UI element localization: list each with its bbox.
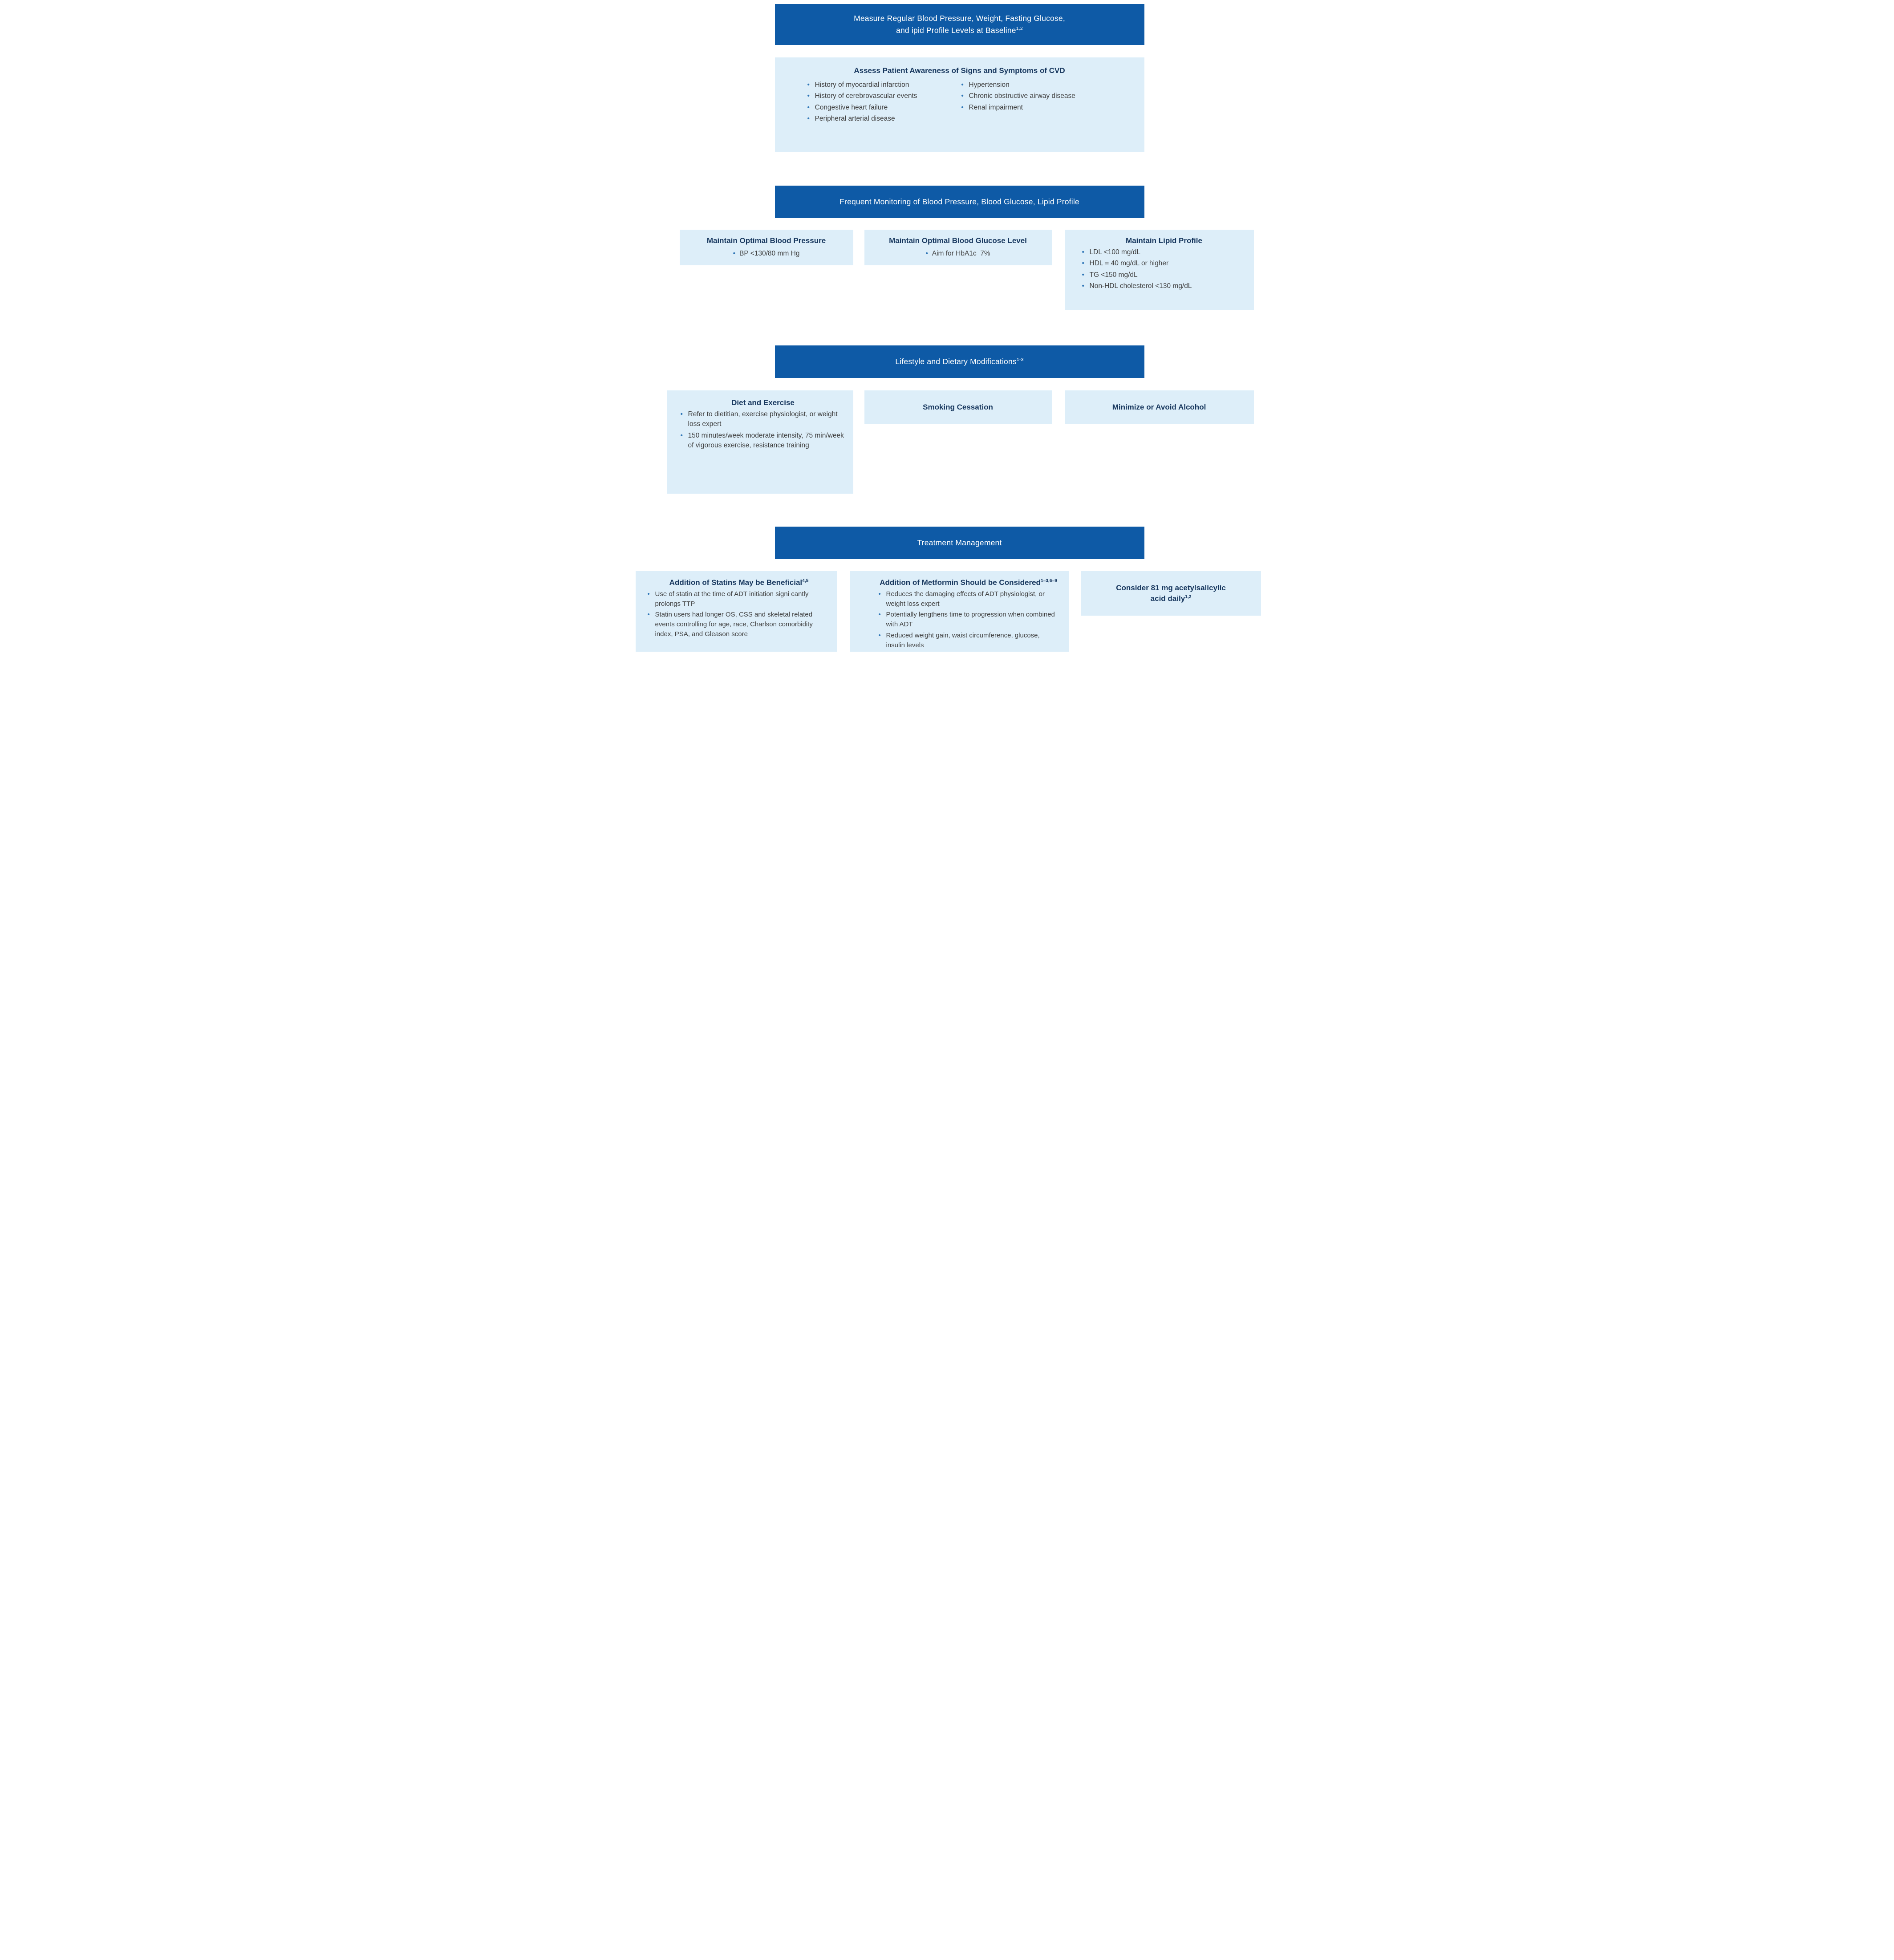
bullet-item: • BP <130/80 mm Hg — [680, 250, 853, 258]
bullet-item: • Aim for HbA1c 7% — [864, 250, 1052, 258]
bullet-item: • Chronic obstructive airway disease — [960, 91, 1133, 101]
header-lifestyle-line — [895, 356, 1023, 368]
panel-statins — [636, 571, 837, 652]
header-baseline-line2-text: and ipid Profile Levels at Baseline — [896, 26, 1016, 35]
bullet-item: • LDL <100 mg/dL — [1081, 248, 1248, 257]
panel-blood-pressure-title: Maintain Optimal Blood Pressure — [706, 236, 826, 245]
panel-metformin-title — [877, 577, 1060, 588]
header-lifestyle — [775, 345, 1144, 378]
header-frequent-monitoring-text: Frequent Monitoring of Blood Pressure, Blood Glucose, Lipid Profile — [840, 197, 1079, 206]
panel-aspirin-title-line1: Consider 81 mg acetylsalicylic — [1116, 584, 1226, 592]
panel-aspirin-title-line2 — [1151, 593, 1192, 604]
panel-diet-exercise-title: Diet and Exercise — [731, 398, 795, 407]
panel-metformin — [850, 571, 1069, 652]
header-baseline-line1 — [854, 12, 1065, 24]
header-baseline — [775, 4, 1144, 45]
bullet-item: • Congestive heart failure — [806, 103, 960, 113]
panel-blood-pressure — [680, 230, 853, 265]
panel-aspirin-superscript: 1,2 — [1185, 594, 1192, 600]
panel-cvd-title: Assess Patient Awareness of Signs and Symptoms of CVD — [854, 66, 1065, 75]
bullet-item: • Refer to dietitian, exercise physiologist, or weight loss expert — [679, 410, 847, 430]
bullet-item: • Peripheral arterial disease — [806, 114, 960, 124]
header-treatment-management — [775, 527, 1144, 559]
bullet-item: • 150 minutes/week moderate intensity, 75 min/week of vigorous exercise, resistance training — [679, 431, 847, 451]
diet-exercise-bullets — [679, 410, 847, 451]
panel-metformin-superscript: 1–3,6–9 — [1040, 578, 1057, 584]
cvd-column-right — [960, 79, 1133, 124]
panel-metformin-title-text: Addition of Metformin Should be Considered — [880, 578, 1041, 587]
header-lifestyle-superscript: 1-3 — [1016, 357, 1024, 363]
panel-smoking-cessation — [864, 390, 1052, 424]
panel-avoid-alcohol-title: Minimize or Avoid Alcohol — [1112, 402, 1206, 411]
bullet-item: • Reduced weight gain, waist circumference, glucose, insulin levels — [877, 631, 1060, 650]
bullet-item: • Potentially lengthens time to progression when combined with ADT — [877, 610, 1060, 629]
panel-diet-exercise — [667, 390, 853, 494]
panel-cvd-awareness — [775, 57, 1144, 152]
panel-avoid-alcohol — [1065, 390, 1254, 424]
bullet-item: • Use of statin at the time of ADT initiation signi cantly prolongs TTP — [646, 589, 832, 609]
header-frequent-monitoring — [775, 186, 1144, 218]
metformin-bullets — [877, 589, 1060, 650]
bullet-item: • History of myocardial infarction — [806, 80, 960, 90]
bullet-item: • Statin users had longer OS, CSS and skeletal related events controlling for age, race, Charlson comorbidity index, PSA, and Gleason score — [646, 610, 832, 639]
bullet-item: • TG <150 mg/dL — [1081, 270, 1248, 280]
bullet-item: • Renal impairment — [960, 103, 1133, 113]
statins-bullets — [646, 589, 832, 639]
bullet-item: • Reduces the damaging effects of ADT physiologist, or weight loss expert — [877, 589, 1060, 609]
panel-lipid-profile — [1065, 230, 1254, 310]
panel-lipid-profile-title: Maintain Lipid Profile — [1126, 236, 1202, 245]
cvd-column-left — [806, 79, 960, 124]
cvd-columns — [775, 76, 1144, 124]
bullet-item: • HDL = 40 mg/dL or higher — [1081, 259, 1248, 268]
panel-blood-glucose — [864, 230, 1052, 265]
header-treatment-management-text: Treatment Management — [917, 538, 1002, 547]
panel-statins-title-text: Addition of Statins May be Beneficial — [669, 578, 803, 587]
bullet-item: • Hypertension — [960, 80, 1133, 90]
header-baseline-line1-text: Measure Regular Blood Pressure, Weight, Fasting Glucose, — [854, 13, 1065, 23]
cvd-monitoring-flowchart — [632, 0, 1263, 653]
header-lifestyle-text: Lifestyle and Dietary Modifications — [895, 357, 1017, 366]
panel-smoking-cessation-title: Smoking Cessation — [923, 402, 993, 411]
bullet-item: • Non-HDL cholesterol <130 mg/dL — [1081, 281, 1248, 291]
header-baseline-superscript: 1,2 — [1016, 26, 1023, 32]
lipid-profile-bullets — [1081, 248, 1248, 292]
bullet-item: • History of cerebrovascular events — [806, 91, 960, 101]
panel-aspirin — [1081, 571, 1261, 616]
panel-statins-title — [646, 577, 832, 588]
header-baseline-line2 — [896, 24, 1023, 37]
panel-aspirin-title-line2-text: acid daily — [1150, 594, 1185, 603]
panel-blood-glucose-title: Maintain Optimal Blood Glucose Level — [889, 236, 1027, 245]
panel-statins-superscript: 4,5 — [802, 578, 809, 584]
